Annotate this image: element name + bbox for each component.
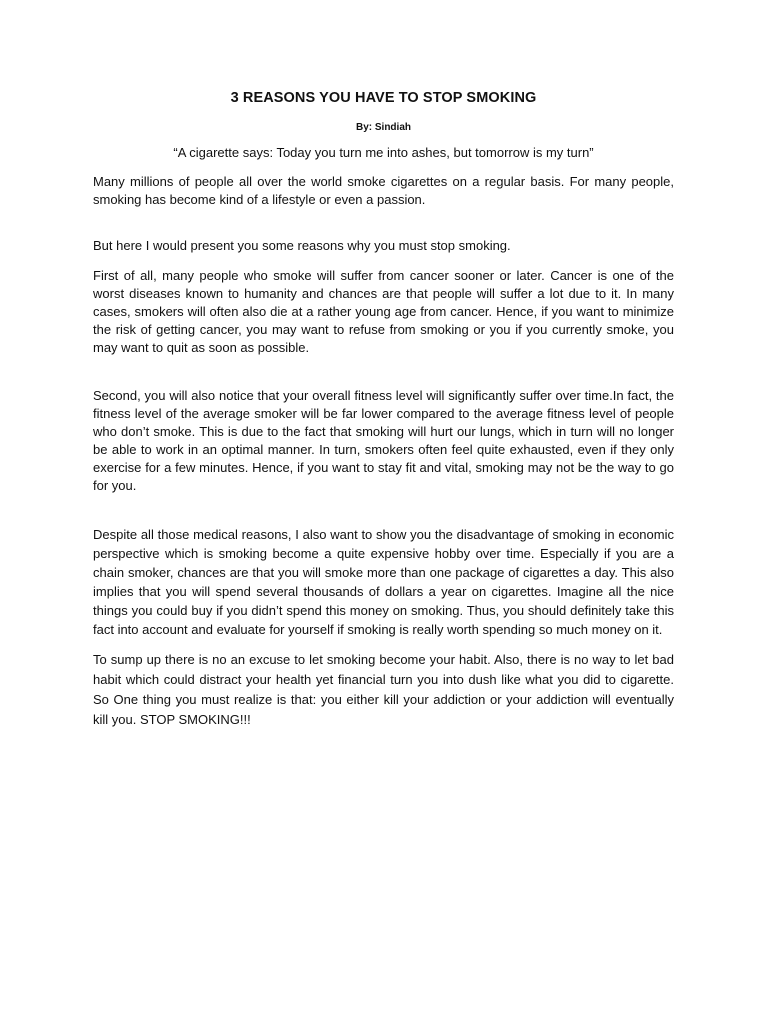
paragraph-conclusion: To sump up there is no an excuse to let smoking become your habit. Also, there is no way to let bad habit which could distract your health yet financial turn you into dush like what you did to cigarette. So One thing you must realize is that: you either kill your addiction or your addiction will eventually kill you. STOP SMOKING!!!: [93, 652, 674, 727]
paragraph-intro: Many millions of people all over the world smoke cigarettes on a regular basis. For many people, smoking has become kind of a lifestyle or even a passion.: [93, 174, 674, 207]
paragraph-reasons-lead: But here I would present you some reasons why you must stop smoking.: [93, 238, 511, 253]
paragraph-economic: Despite all those medical reasons, I also want to show you the disadvantage of smoking in economic perspective which is smoking become a quite expensive hobby over time. Especially if you are a chain smoker, chances are that you will smoke more than one package of cigarettes a day. This also implies that you will spend several thousands of dollars a year on cigarettes. Imagine all the nice things you could buy if you didn’t spend this money on smoking. Thus, you should definitely take this fact into account and evaluate for yourself if smoking is really worth spending so much money on it.: [93, 527, 674, 637]
document-title: 3 REASONS YOU HAVE TO STOP SMOKING: [230, 90, 537, 106]
document-body: [93, 88, 674, 730]
opening-quote: “A cigarette says: Today you turn me into ashes, but tomorrow is my turn”: [173, 145, 594, 160]
paragraph-cancer: First of all, many people who smoke will suffer from cancer sooner or later. Cancer is one of the worst diseases known to humanity and chances are that people will suffer a lot due to it. In many cases, smokers will often also die at a rather young age from cancer. Hence, if you want to minimize the risk of getting cancer, you may want to refuse from smoking or you if you currently smoke, you may want to quit as soon as possible.: [93, 268, 674, 355]
paragraph-fitness: Second, you will also notice that your overall fitness level will significantly suffer over time.In fact, the fitness level of the average smoker will be far lower compared to the average fitness level of people who don’t smoke. This is due to the fact that smoking will hurt our lungs, which in turn will no longer be able to work in an optimal manner. In turn, smokers often feel quite exhausted, even if they only exercise for a few minutes. Hence, if you want to stay fit and vital, smoking may not be the way to go for you.: [93, 388, 674, 493]
author-byline: By: Sindiah: [355, 122, 411, 133]
